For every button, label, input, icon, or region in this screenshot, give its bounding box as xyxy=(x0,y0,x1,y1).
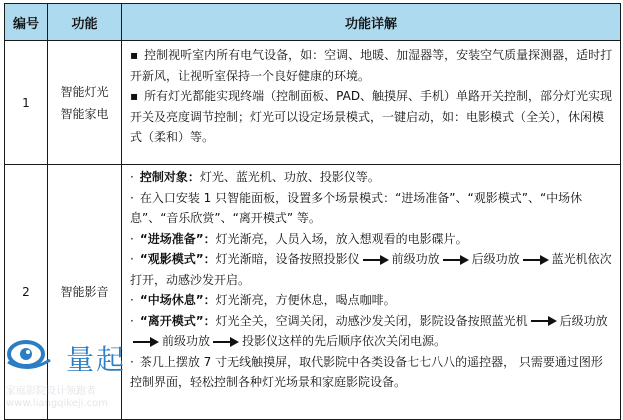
detail-text: 灯光渐亮，人员入场，放入想观看的电影碟片。 xyxy=(215,231,468,246)
detail-paragraph xyxy=(130,352,614,393)
bullet-icon: ▪ xyxy=(130,48,139,62)
arrow-right-icon xyxy=(363,255,389,265)
sequence-step: 后级功放 xyxy=(471,252,520,266)
watermark-url: www.liangqikeji.com xyxy=(6,398,108,409)
bullet-icon: · xyxy=(130,313,134,328)
row-number: 1 xyxy=(5,41,48,165)
header-row xyxy=(5,4,621,41)
arrow-right-icon xyxy=(531,316,557,326)
header-function: 功能 xyxy=(48,4,122,41)
detail-label: 控制对象： xyxy=(139,170,200,184)
row-function xyxy=(48,41,122,165)
detail-paragraph xyxy=(130,311,614,352)
bullet-icon: · xyxy=(130,354,134,369)
bullet-icon: · xyxy=(130,190,134,205)
row-details xyxy=(122,41,621,165)
sequence-step: 前级功放 xyxy=(391,252,440,266)
detail-label: “观影模式”： xyxy=(139,252,216,266)
row-function xyxy=(48,165,122,420)
bullet-icon: · xyxy=(130,252,134,266)
sequence-step: 后级功放 xyxy=(559,313,608,328)
detail-text: 控制视听室内所有电气设备，如：空调、地暖、加湿器等，安装空气质量探测器，适时打开新风，让视听室保持一个良好健康的环境。 xyxy=(130,48,613,83)
arrow-right-icon xyxy=(523,255,549,265)
bullet-icon: ▪ xyxy=(130,89,139,103)
function-line: 智能灯光 xyxy=(60,84,109,99)
table-row xyxy=(5,165,621,420)
header-details: 功能详解 xyxy=(122,4,621,41)
arrow-right-icon xyxy=(443,255,469,265)
detail-paragraph xyxy=(130,229,614,250)
detail-label: “中场休息”： xyxy=(139,293,216,307)
detail-text: 灯光渐暗，设备按照投影仪 xyxy=(215,252,360,266)
arrow-right-icon xyxy=(213,337,239,347)
detail-paragraph xyxy=(130,86,614,148)
row-details xyxy=(122,165,621,420)
function-line: 智能家电 xyxy=(60,106,109,121)
detail-text: 灯光全关，空调关闭，动感沙发关闭，影院设备按照蓝光机 xyxy=(215,313,528,328)
sequence-step: 蓝光机依次打开，动感沙发开启。 xyxy=(130,252,612,287)
table-row xyxy=(5,41,621,165)
sequence-step: 前级功放 xyxy=(162,334,211,348)
detail-paragraph xyxy=(130,45,614,86)
bullet-icon: · xyxy=(130,170,134,184)
detail-paragraph xyxy=(130,290,614,311)
detail-text: 所有灯光都能实现终端（控制面板、PAD、触摸屏、手机）单路开关控制，部分灯光实现开关及亮度调节控制；灯光可以设定场景模式，一键启动，如：电影模式（全关），休闲模式（柔和）等。 xyxy=(130,89,613,144)
detail-text: 在入口安装 1 只智能面板，设置多个场景模式：“进场准备”、“观影模式”、“中场休息”、“音乐欣赏”、“离开模式” 等。 xyxy=(130,190,583,225)
arrow-right-icon xyxy=(133,337,159,347)
detail-paragraph xyxy=(130,249,614,290)
detail-paragraph xyxy=(130,188,614,229)
detail-label: “进场准备”： xyxy=(139,231,216,246)
detail-text: 灯光、蓝光机、功放、投影仪等。 xyxy=(199,170,380,184)
detail-paragraph xyxy=(130,167,614,188)
watermark-subtitle: 家庭影院设计领跑者 xyxy=(6,386,96,397)
row-number: 2 xyxy=(5,165,48,420)
detail-text: 茶几上摆放 7 寸无线触摸屏，取代影院中各类设备七七八八的遥控器， 只需要通过图形控制界面，轻松控制各种灯光场景和家庭影院设备。 xyxy=(130,354,603,389)
bullet-icon: · xyxy=(130,231,134,246)
detail-label: “离开模式”： xyxy=(139,313,216,328)
function-line: 智能影音 xyxy=(60,285,109,299)
watermark-brand: 量起 xyxy=(66,343,127,376)
feature-table xyxy=(4,3,621,420)
sequence-step: 投影仪这样的先后顺序依次关闭电源。 xyxy=(242,334,447,348)
detail-text: 灯光渐亮，方便休息，喝点咖啡。 xyxy=(215,293,396,307)
bullet-icon: · xyxy=(130,293,134,307)
header-number: 编号 xyxy=(5,4,48,41)
